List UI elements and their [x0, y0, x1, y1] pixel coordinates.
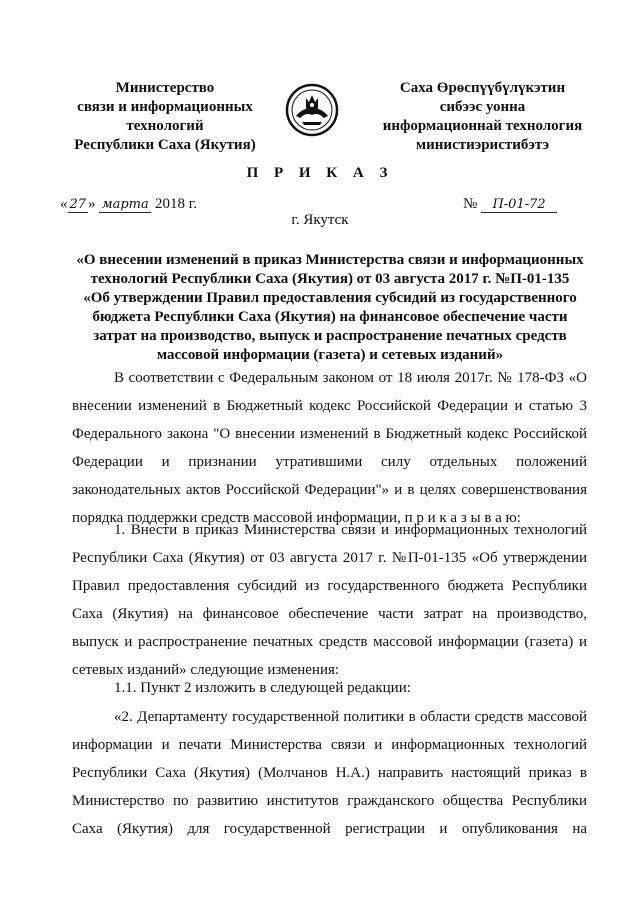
issue-city: г. Якутск	[291, 212, 349, 228]
header-right-line: сибээс уонна	[439, 99, 526, 115]
body-line: В соответствии с Федеральным законом от 18 июля 2017г. № 178-ФЗ «О	[114, 370, 587, 386]
header-left-line: Республики Саха (Якутия)	[74, 137, 256, 153]
heading-line: «О внесении изменений в приказ Министерства связи и информационных	[76, 252, 584, 268]
heading-line: затрат на производство, выпуск и распространение печатных средств	[93, 328, 567, 344]
header-right-line: Саха Өрөспүүбүлүкэтин	[399, 80, 566, 96]
body-line: Саха (Якутия) на финансовое обеспечение части затрат на производство,	[72, 606, 587, 622]
clause-1-paragraph	[72, 516, 587, 684]
body-line: Министерство по развитию институтов гражданского общества Республики	[72, 793, 587, 809]
ministry-name-yakut	[365, 79, 600, 155]
heading-line: массовой информации (газета) и сетевых изданий»	[156, 347, 504, 363]
order-heading	[60, 251, 600, 365]
body-line: информации и печати Министерства связи и информационных технологий	[72, 737, 587, 753]
date-day: 27	[69, 197, 87, 212]
document-title: П Р И К А З	[246, 165, 394, 181]
body-line: внесении изменений в Бюджетный кодекс Российской Федерации и статью 3	[72, 398, 587, 414]
body-line: Федерального закона "О внесении изменений в Бюджетный кодекс Российской	[72, 426, 587, 442]
heading-line: бюджета Республики Саха (Якутия) на финансовое обеспечение части	[92, 309, 568, 325]
body-line: 1. Внести в приказ Министерства связи и информационных технологий	[114, 522, 587, 538]
date-month: марта	[99, 198, 151, 213]
preamble-paragraph	[72, 364, 587, 532]
body-line: выпуск и распространение печатных средств массовой информации (газета) и	[72, 634, 587, 650]
order-number	[463, 196, 557, 213]
header-left-line: технологий	[126, 118, 204, 134]
body-line: 1.1. Пункт 2 изложить в следующей редакции:	[114, 680, 411, 696]
body-line: Саха (Якутия) для государственной регистрации и опубликования на	[72, 821, 587, 837]
header-left-line: связи и информационных	[77, 99, 253, 115]
date-quote-close: »	[88, 196, 96, 212]
heading-line: технологий Республики Саха (Якутия) от 03 августа 2017 г. №П-01-135	[90, 271, 570, 287]
date-year: 2018 г.	[155, 196, 198, 212]
body-line: Правил предоставления субсидий из государственного бюджета Республики	[72, 578, 587, 594]
body-line: законодательных актов Российской Федерации"» и в целях совершенствования	[72, 482, 587, 498]
clause-1-1-paragraph	[72, 674, 587, 702]
ministry-name-russian	[60, 79, 270, 155]
header-left-line: Министерство	[115, 80, 215, 96]
order-number-value: П-01-72	[481, 198, 557, 213]
body-line: «2. Департаменту государственной политики в области средств массовой	[114, 709, 587, 725]
date-quote-open: «	[60, 196, 68, 212]
order-date	[60, 196, 197, 213]
body-line: порядка поддержки средств массовой информации, п р и к а з ы в а ю:	[72, 510, 521, 526]
body-line: Республики Саха (Якутия) (Молчанов Н.А.) направить настоящий приказ в	[72, 765, 587, 781]
heading-line: «Об утверждении Правил предоставления субсидий из государственного	[83, 290, 577, 306]
header-right-line: министиэристибэтэ	[415, 137, 550, 153]
order-number-label: №	[463, 196, 478, 212]
coat-of-arms-emblem-icon	[284, 80, 340, 140]
body-line: Республики Саха (Якутия) от 03 августа 2017 г. №П-01-135 «Об утверждении	[72, 550, 587, 566]
clause-2-paragraph	[72, 703, 587, 843]
header-right-line: информационнай технология	[382, 118, 583, 134]
body-line: сетевых изданий» следующие изменения:	[72, 662, 340, 678]
body-line: Федерации и признании утратившими силу отдельных положений	[72, 454, 587, 470]
